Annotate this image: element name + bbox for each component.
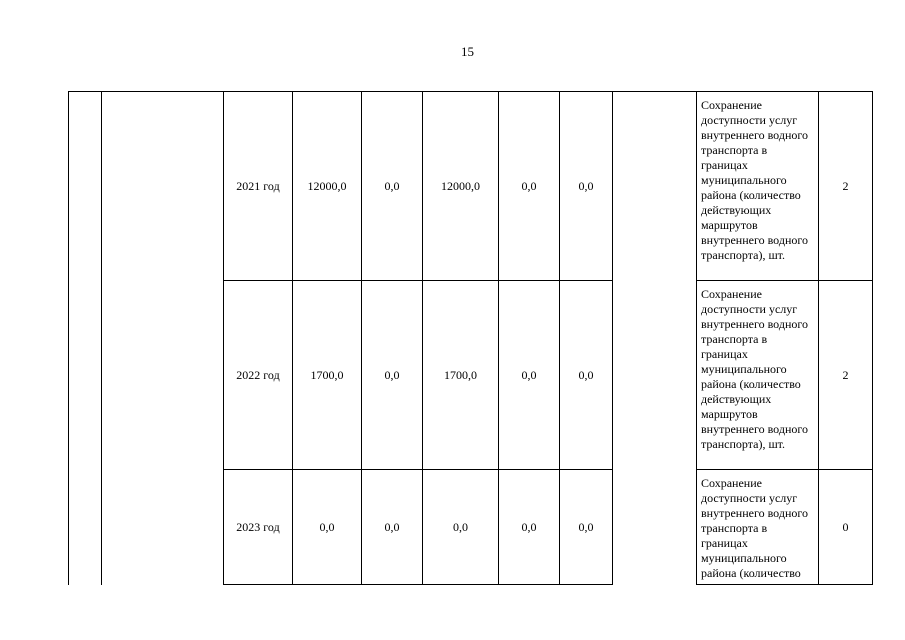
regional-budget-cell: 12000,0 (423, 92, 499, 281)
measure-name-cell (102, 92, 224, 585)
page-number: 15 (461, 44, 474, 59)
row-number-cell (69, 92, 102, 585)
year-cell: 2022 год (224, 281, 293, 470)
other-sources-cell: 0,0 (560, 281, 613, 470)
other-sources-cell: 0,0 (560, 470, 613, 585)
table-row (69, 92, 873, 281)
indicator-value-cell: 0 (819, 470, 873, 585)
other-sources-cell: 0,0 (560, 92, 613, 281)
total-cell: 0,0 (293, 470, 362, 585)
year-cell: 2021 год (224, 92, 293, 281)
executor-cell (613, 92, 697, 585)
federal-budget-cell: 0,0 (362, 281, 423, 470)
local-budget-cell: 0,0 (499, 470, 560, 585)
total-cell: 1700,0 (293, 281, 362, 470)
federal-budget-cell: 0,0 (362, 470, 423, 585)
local-budget-cell: 0,0 (499, 92, 560, 281)
budget-table (68, 91, 873, 585)
federal-budget-cell: 0,0 (362, 92, 423, 281)
indicator-cell: Сохранение доступности услуг внутреннего водного транспорта в границах муниципального района (количество (697, 470, 819, 585)
regional-budget-cell: 0,0 (423, 470, 499, 585)
indicator-cell: Сохранение доступности услуг внутреннего водного транспорта в границах муниципального района (количество действующих маршрутов внутреннего водного транспорта), шт. (697, 92, 819, 281)
total-cell: 12000,0 (293, 92, 362, 281)
local-budget-cell: 0,0 (499, 281, 560, 470)
indicator-value-cell: 2 (819, 281, 873, 470)
indicator-value-cell: 2 (819, 92, 873, 281)
year-cell: 2023 год (224, 470, 293, 585)
regional-budget-cell: 1700,0 (423, 281, 499, 470)
indicator-cell: Сохранение доступности услуг внутреннего водного транспорта в границах муниципального района (количество действующих маршрутов внутреннего водного транспорта), шт. (697, 281, 819, 470)
